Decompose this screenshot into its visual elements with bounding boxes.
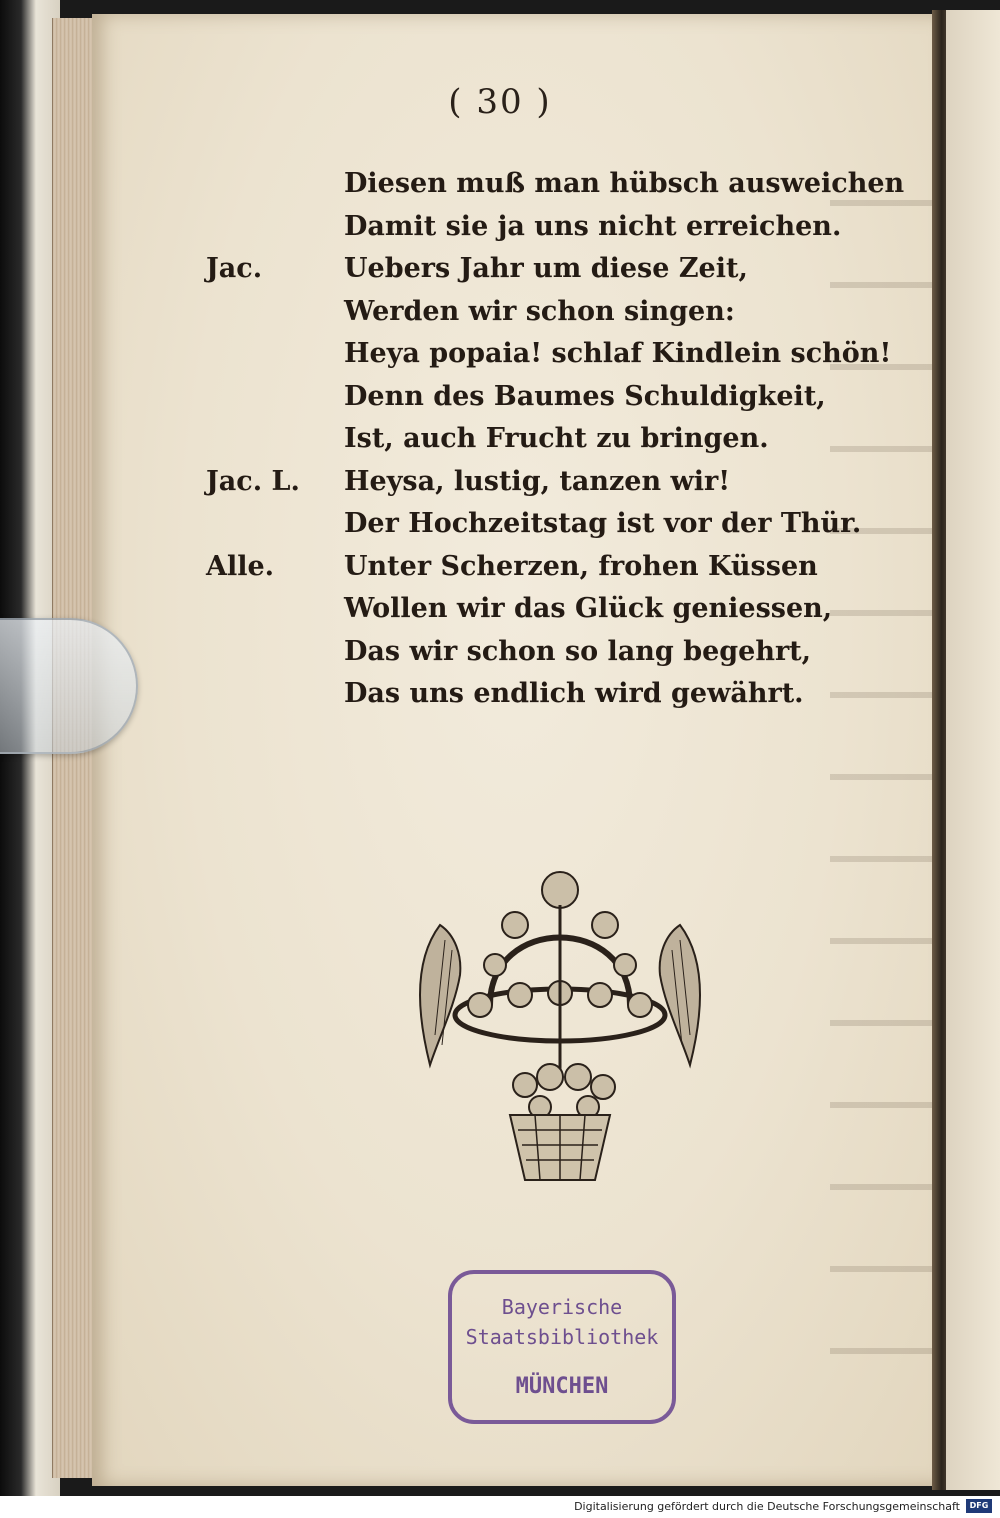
- verse-line: Diesen muß man hübsch ausweichen: [344, 168, 905, 199]
- verse-line: Uebers Jahr um diese Zeit,: [344, 253, 748, 284]
- stamp-line-1: Bayerische: [501, 1295, 623, 1319]
- stamp-line-2: Staatsbibliothek: [465, 1325, 659, 1349]
- verse-line: Das wir schon so lang begehrt,: [344, 636, 812, 667]
- page-clip: [0, 618, 138, 754]
- page-number: ( 30 ): [448, 82, 552, 122]
- speaker-label: Jac. L.: [206, 466, 300, 497]
- flower-basket-ornament-icon: [400, 855, 720, 1195]
- speaker-label: Alle.: [206, 551, 275, 582]
- facing-page-edge: [946, 10, 1000, 1490]
- verse-line: Ist, auch Frucht zu bringen.: [344, 423, 769, 454]
- verse-line: Der Hochzeitstag ist vor der Thür.: [344, 508, 862, 539]
- verse-line: Damit sie ja uns nicht erreichen.: [344, 211, 842, 242]
- speaker-label: Jac.: [206, 253, 263, 284]
- stamp-line-3: MÜNCHEN: [515, 1374, 609, 1399]
- verse-line: Wollen wir das Glück geniessen,: [344, 593, 833, 624]
- verse-line: Das uns endlich wird gewährt.: [344, 678, 804, 709]
- verse-line: Unter Scherzen, frohen Küssen: [344, 551, 818, 582]
- dfg-logo-icon: DFG: [966, 1499, 992, 1513]
- verse-line: Denn des Baumes Schuldigkeit,: [344, 381, 826, 412]
- verse-line: Heysa, lustig, tanzen wir!: [344, 466, 731, 497]
- library-stamp: [448, 1270, 676, 1424]
- verse-line: Werden wir schon singen:: [344, 296, 735, 327]
- footer-text: Digitalisierung gefördert durch die Deutsche Forschungsgemeinschaft: [574, 1500, 960, 1513]
- verse-line: Heya popaia! schlaf Kindlein schön!: [344, 338, 892, 369]
- footer-bar: [0, 1496, 1000, 1518]
